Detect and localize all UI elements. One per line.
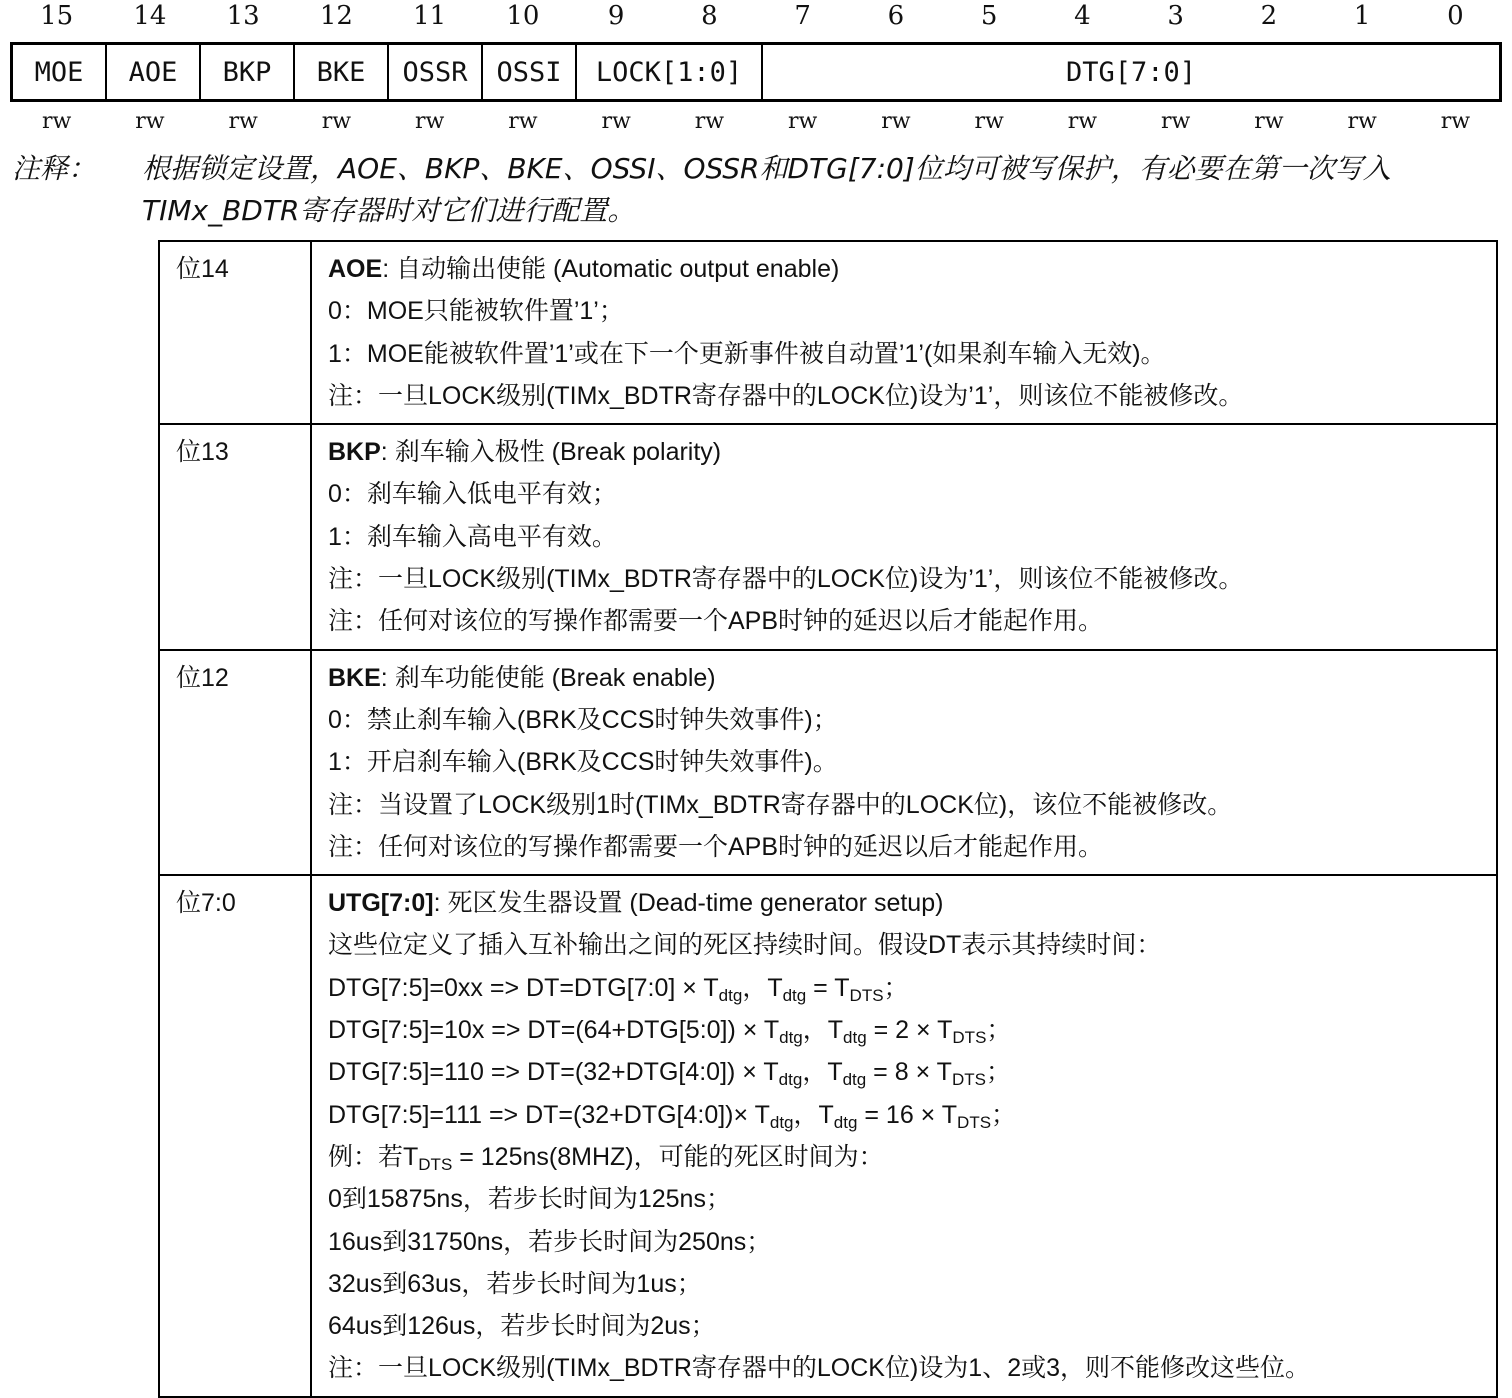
bit-number: 6 xyxy=(887,1,905,31)
field-name: UTG[7:0] xyxy=(328,889,434,918)
access-type: rw xyxy=(1067,109,1098,134)
bit-number: 4 xyxy=(1074,1,1091,31)
access-type: rw xyxy=(974,109,1004,134)
bit-number: 2 xyxy=(1260,1,1278,31)
bit-description-cell xyxy=(311,241,1497,424)
access-type: rw xyxy=(228,109,258,134)
access-type: rw xyxy=(508,109,538,134)
description-line: 0：禁止刹车输入(BRK及CCS时钟失效事件)； xyxy=(328,705,838,734)
description-line: 注：任何对该位的写操作都需要一个APB时钟的延迟以后才能起作用。 xyxy=(328,832,1104,861)
description-line: 注：一旦LOCK级别(TIMx_BDTR寄存器中的LOCK位)设为’1’，则该位不能被修改。 xyxy=(328,381,1244,410)
register-field: LOCK[1:0] xyxy=(577,45,763,99)
note-label: 注释： xyxy=(12,152,97,185)
field-heading xyxy=(328,657,1480,699)
table-row xyxy=(159,424,1497,649)
access-type: rw xyxy=(414,109,445,134)
register-field: OSSI xyxy=(483,45,577,99)
field-title: : 刹车输入极性 (Break polarity) xyxy=(380,438,722,467)
bit-number: 13 xyxy=(226,1,260,31)
bit-number: 5 xyxy=(980,1,998,31)
bit-position: 位14 xyxy=(176,255,229,283)
field-name: BKP xyxy=(328,438,381,467)
access-type: rw xyxy=(1440,109,1471,134)
description-line: 0：MOE只能被软件置’1’； xyxy=(328,297,624,326)
description-line: 16us到31750ns，若步长时间为250ns； xyxy=(328,1227,772,1256)
bit-description-cell xyxy=(311,875,1497,1397)
bit-position-cell xyxy=(159,241,311,424)
access-type: rw xyxy=(601,109,631,134)
register-field: DTG[7:0] xyxy=(1065,56,1197,88)
bit-number: 0 xyxy=(1447,1,1464,31)
register-field: MOE xyxy=(13,45,107,99)
field-title: : 刹车功能使能 (Break enable) xyxy=(380,663,716,692)
bit-position: 位12 xyxy=(176,663,229,692)
access-type: rw xyxy=(1254,109,1284,134)
bit-position: 位7:0 xyxy=(176,889,236,918)
bit-number-row xyxy=(10,0,1502,42)
description-line: DTG[7:5]=110 => DT=(32+DTG[4:0]) × $T_{dtg}$，$T_{dtg} = 8 \times T_{DTS}$； xyxy=(328,1058,1011,1090)
register-field: AOE xyxy=(107,45,201,99)
bit-position: 位13 xyxy=(176,438,229,467)
bit-number: 9 xyxy=(607,1,625,31)
bit-number: 1 xyxy=(1353,1,1371,31)
table-row xyxy=(159,241,1497,424)
table-row xyxy=(159,875,1497,1397)
field-name: BKE xyxy=(328,663,381,692)
access-type: rw xyxy=(321,109,352,134)
field-heading xyxy=(328,882,1480,924)
bit-number: 12 xyxy=(319,1,353,31)
description-line: 例：若$T_{DTS} = 125ns(8MHZ)$，可能的死区时间为： xyxy=(328,1142,884,1174)
access-type: rw xyxy=(1347,109,1377,134)
bit-position-cell xyxy=(159,650,311,875)
register-field: BKP xyxy=(201,45,295,99)
field-title: : 自动输出使能 (Automatic output enable) xyxy=(382,255,840,283)
description-line: 64us到126us，若步长时间为2us； xyxy=(328,1312,716,1341)
description-line: 注：任何对该位的写操作都需要一个APB时钟的延迟以后才能起作用。 xyxy=(328,607,1104,636)
access-type: rw xyxy=(881,109,911,134)
bit-number: 15 xyxy=(40,1,74,31)
description-line: 1：MOE能被软件置’1’或在下一个更新事件被自动置’1’(如果刹车输入无效)。 xyxy=(328,339,1166,368)
register-field: OSSR xyxy=(389,45,483,99)
description-line: 注：一旦LOCK级别(TIMx_BDTR寄存器中的LOCK位)设为’1’，则该位不能被修改。 xyxy=(328,565,1244,594)
description-line: 0到15875ns，若步长时间为125ns； xyxy=(328,1185,731,1214)
bit-number: 11 xyxy=(413,1,447,31)
bit-position-cell xyxy=(159,424,311,649)
bit-number: 7 xyxy=(794,1,811,31)
bit-number: 3 xyxy=(1167,1,1184,31)
table-row xyxy=(159,650,1497,875)
field-name: AOE xyxy=(328,255,383,283)
description-line: 0：刹车输入低电平有效； xyxy=(328,480,617,509)
description-line: DTG[7:5]=0xx => DT=DTG[7:0] × $T_{dtg}$，$T_{dtg} = T_{DTS}$； xyxy=(328,973,909,1005)
register-diagram xyxy=(10,0,1502,142)
description-line: 32us到63us，若步长时间为1us； xyxy=(328,1269,702,1298)
description-line: 注：当设置了LOCK级别1时(TIMx_BDTR寄存器中的LOCK位)，该位不能被修改。 xyxy=(328,790,1233,819)
bit-description-cell xyxy=(311,650,1497,875)
description-line: 1：刹车输入高电平有效。 xyxy=(328,522,617,551)
register-field-row xyxy=(10,42,1502,102)
field-title: : 死区发生器设置 (Dead-time generator setup) xyxy=(433,889,944,918)
access-type: rw xyxy=(41,109,72,134)
bit-number: 8 xyxy=(701,1,718,31)
access-type-row xyxy=(10,102,1502,142)
description-line: 1：开启刹车输入(BRK及CCS时钟失效事件)。 xyxy=(328,748,838,777)
access-type: rw xyxy=(135,109,165,134)
field-heading xyxy=(328,431,1480,473)
note-text: 根据锁定设置，AOE、BKP、BKE、OSSI、OSSR和DTG[7:0]位均可被写保护，有必要在第一次写入TIMx_BDTR寄存器时对它们进行配置。 xyxy=(142,152,1391,227)
bit-position-cell xyxy=(159,875,311,1397)
bit-number: 10 xyxy=(506,1,540,31)
register-field: BKE xyxy=(295,45,389,99)
bit-description-cell xyxy=(311,424,1497,649)
bit-number: 14 xyxy=(133,1,167,31)
field-heading xyxy=(328,248,1480,290)
bit-description-table xyxy=(158,240,1498,1398)
access-type: rw xyxy=(694,109,725,134)
description-line: 这些位定义了插入互补输出之间的死区持续时间。假设DT表示其持续时间： xyxy=(328,931,1162,960)
description-line: DTG[7:5]=111 => DT=(32+DTG[4:0])× $T_{dtg}$，$T_{dtg} = 16 \times T_{DTS}$； xyxy=(328,1100,1017,1132)
access-type: rw xyxy=(1160,109,1191,134)
access-type: rw xyxy=(787,109,818,134)
description-line: 注：一旦LOCK级别(TIMx_BDTR寄存器中的LOCK位)设为1、2或3，则不能修改这些位。 xyxy=(328,1354,1311,1383)
description-line: DTG[7:5]=10x => DT=(64+DTG[5:0]) × $T_{dtg}$，$T_{dtg} = 2 \times T_{DTS}$； xyxy=(328,1016,1012,1048)
